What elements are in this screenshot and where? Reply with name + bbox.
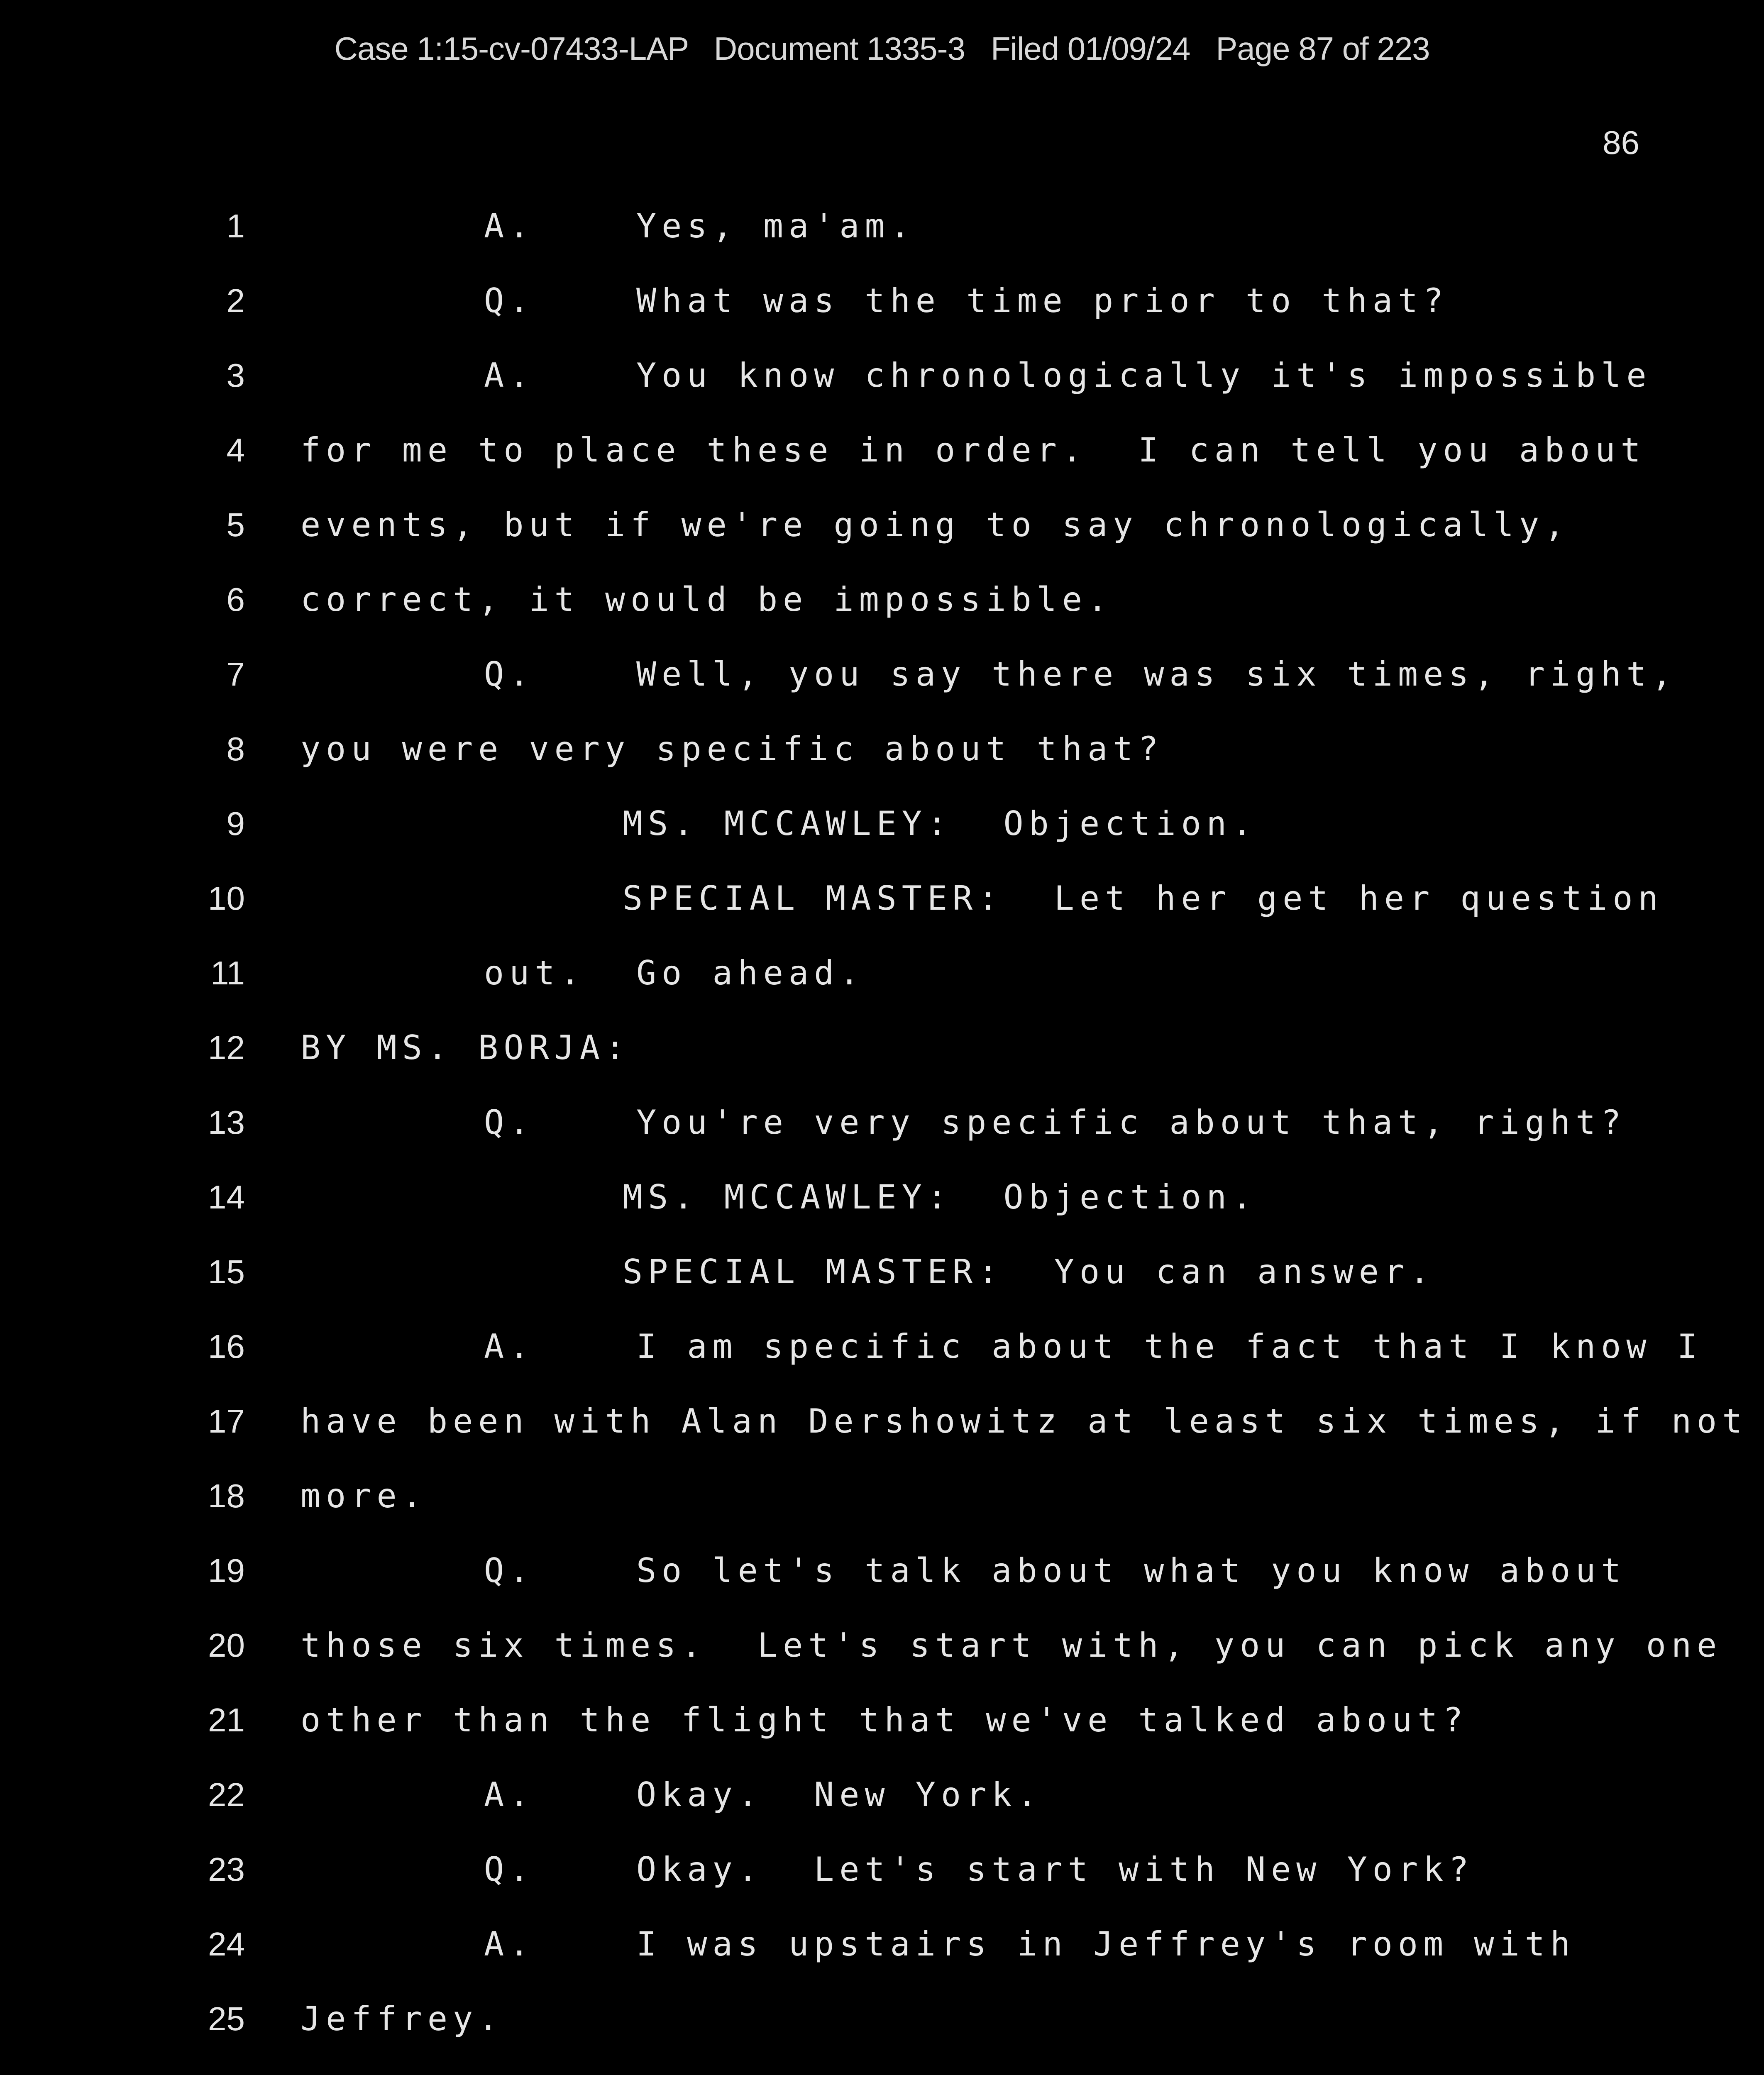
line-number: 10 [208, 880, 245, 917]
transcript-line [0, 637, 1764, 712]
line-number: 9 [226, 805, 245, 842]
line-number: 15 [208, 1253, 245, 1290]
line-text: MS. MCCAWLEY: Objection. [623, 804, 1258, 843]
page-number: 86 [1603, 124, 1639, 161]
line-number: 6 [226, 581, 245, 618]
line-number: 3 [226, 357, 245, 394]
line-text: Q. What was the time prior to that? [484, 281, 1449, 320]
transcript-line [0, 1758, 1764, 1832]
transcript-line [0, 786, 1764, 861]
line-text: A. Okay. New York. [484, 1775, 1043, 1814]
line-number: 19 [208, 1552, 245, 1589]
line-number: 25 [208, 2000, 245, 2037]
transcript-line [0, 1533, 1764, 1608]
line-text: you were very specific about that? [301, 730, 1164, 768]
line-text: have been with Alan Dershowitz at least six times, if not [301, 1402, 1748, 1440]
transcript-line [0, 1832, 1764, 1907]
line-text: more. [301, 1477, 428, 1515]
transcript-line [0, 338, 1764, 413]
line-text: events, but if we're going to say chronologically, [301, 505, 1570, 544]
line-number: 5 [226, 506, 245, 543]
line-number: 24 [208, 1926, 245, 1963]
line-text: for me to place these in order. I can tell you about [301, 431, 1646, 469]
line-number: 7 [226, 656, 245, 693]
line-text: Q. So let's talk about what you know about [484, 1551, 1627, 1590]
transcript-line [0, 861, 1764, 936]
line-text: A. You know chronologically it's impossible [484, 356, 1652, 395]
line-number: 20 [208, 1627, 245, 1664]
line-number: 21 [208, 1702, 245, 1738]
line-number: 22 [208, 1776, 245, 1813]
transcript-line [0, 1085, 1764, 1160]
line-text: SPECIAL MASTER: You can answer. [623, 1252, 1435, 1291]
transcript-body [0, 189, 1764, 2056]
line-number: 11 [210, 954, 245, 991]
line-text: BY MS. BORJA: [301, 1028, 631, 1067]
line-number: 1 [226, 208, 245, 244]
transcript-line [0, 1309, 1764, 1384]
transcript-line [0, 1011, 1764, 1085]
line-number: 8 [226, 730, 245, 767]
line-number: 23 [208, 1851, 245, 1888]
line-number: 12 [208, 1029, 245, 1066]
transcript-line [0, 413, 1764, 488]
transcript-line [0, 488, 1764, 562]
line-text: SPECIAL MASTER: Let her get her question [623, 879, 1664, 918]
line-text: Q. Okay. Let's start with New York? [484, 1850, 1474, 1889]
case-header: Case 1:15-cv-07433-LAP Document 1335-3 Filed 01/09/24 Page 87 of 223 [334, 30, 1430, 67]
transcript-line [0, 1384, 1764, 1459]
line-text: other than the flight that we've talked about? [301, 1701, 1468, 1739]
transcript-line [0, 1235, 1764, 1309]
line-number: 18 [208, 1477, 245, 1514]
line-text: A. I am specific about the fact that I know I [484, 1327, 1703, 1366]
transcript-line [0, 936, 1764, 1011]
line-number: 16 [208, 1328, 245, 1365]
line-text: A. Yes, ma'am. [484, 207, 916, 245]
transcript-line [0, 562, 1764, 637]
line-text: correct, it would be impossible. [301, 580, 1113, 619]
line-text: MS. MCCAWLEY: Objection. [623, 1178, 1258, 1216]
line-number: 13 [208, 1104, 245, 1141]
line-text: Q. You're very specific about that, right? [484, 1103, 1627, 1142]
transcript-line [0, 1907, 1764, 1982]
transcript-line [0, 1982, 1764, 2056]
line-number: 17 [208, 1403, 245, 1440]
line-text: out. Go ahead. [484, 954, 865, 992]
transcript-line [0, 1608, 1764, 1683]
line-text: Jeffrey. [301, 1999, 504, 2038]
transcript-line [0, 1459, 1764, 1533]
line-text: A. I was upstairs in Jeffrey's room with [484, 1925, 1576, 1963]
line-text: those six times. Let's start with, you can pick any one [301, 1626, 1722, 1665]
transcript-line [0, 264, 1764, 338]
transcript-line [0, 1160, 1764, 1235]
line-text: Q. Well, you say there was six times, right, [484, 655, 1677, 693]
transcript-line [0, 189, 1764, 264]
transcript-line [0, 1683, 1764, 1758]
transcript-line [0, 712, 1764, 786]
line-number: 4 [226, 432, 245, 469]
line-number: 2 [226, 282, 245, 319]
line-number: 14 [208, 1179, 245, 1216]
